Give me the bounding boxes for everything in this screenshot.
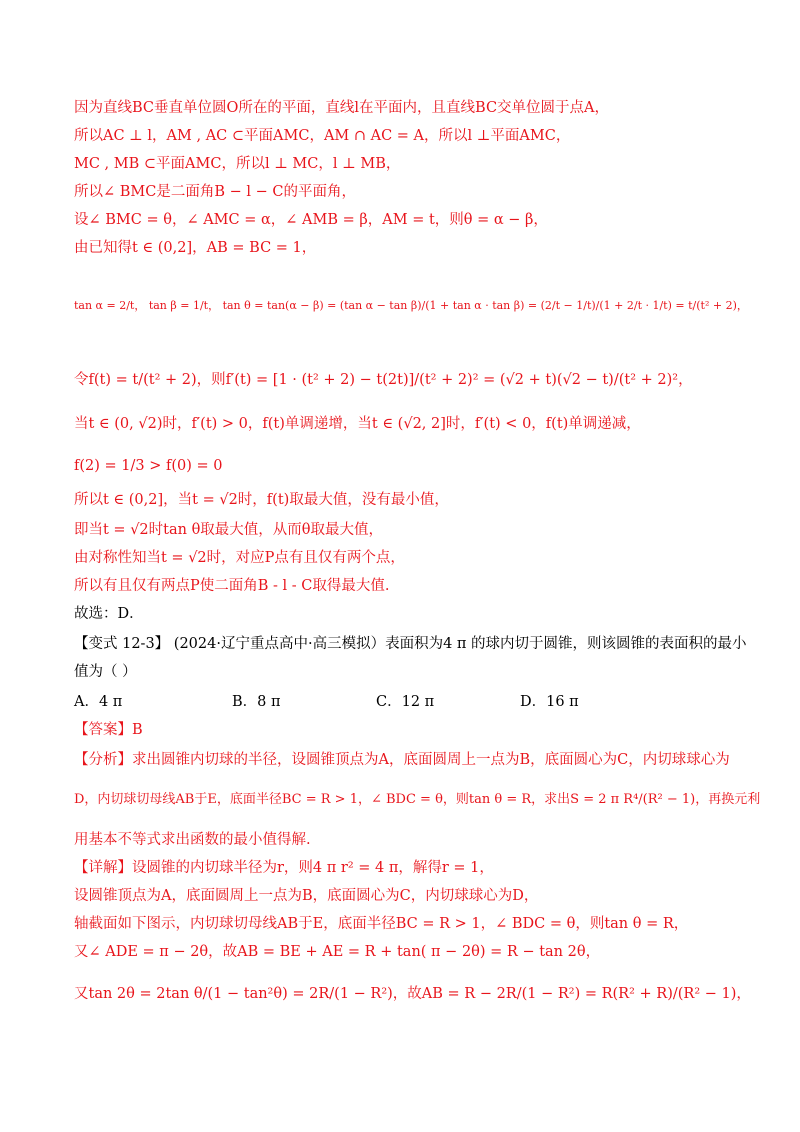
solution-formula-tan-theta: tan α = 2/t， tan β = 1/t， tan θ = tan(α − β) = (tan α − tan β)/(1 + tan α · tan β) = (2/t − 1/t)/(1 + 2/t · 1/t) = t/(t² + 2)， — [74, 299, 748, 312]
analysis-line-2: D，内切球切母线AB于E，底面半径BC = R > 1，∠ BDC = θ，则tan θ = R，求出S = 2 π R⁴/(R² − 1)，再换元利 — [74, 792, 761, 807]
option-b: B．8 π — [232, 694, 281, 710]
option-a: A．4 π — [74, 694, 123, 710]
solution-line-monotonic: 当t ∈ (0, √2)时，f′(t) > 0，f(t)单调递增，当t ∈ (√2, 2]时，f′(t) < 0，f(t)单调递减， — [74, 416, 641, 432]
detail-line-2: 设圆锥顶点为A，底面圆周上一点为B，底面圆心为C，内切球球心为D， — [74, 888, 539, 904]
solution-line-3: MC , MB ⊂平面AMC，所以l ⊥ MC，l ⊥ MB， — [74, 156, 401, 172]
option-d: D．16 π — [520, 694, 579, 710]
detail-line-1: 【详解】设圆锥的内切球半径为r，则4 π r² = 4 π，解得r = 1， — [74, 860, 494, 876]
solution-line-6: 由已知得t ∈ (0,2]，AB = BC = 1， — [74, 240, 317, 256]
analysis-line-1: 【分析】求出圆锥内切球的半径，设圆锥顶点为A，底面圆周上一点为B，底面圆心为C，内切球球心为 — [74, 752, 730, 768]
solution-line-1: 因为直线BC垂直单位圆O所在的平面，直线l在平面内，且直线BC交单位圆于点A， — [74, 100, 610, 116]
solution-line-4: 所以∠ BMC是二面角B − l − C的平面角， — [74, 184, 356, 200]
detail-line-3: 轴截面如下图示，内切球切母线AB于E，底面半径BC = R > 1，∠ BDC = θ，则tan θ = R， — [74, 916, 689, 932]
option-c: C．12 π — [376, 694, 435, 710]
solution-line-f2: f(2) = 1/3 > f(0) = 0 — [74, 458, 223, 474]
variant-question-line-2: 值为（ ） — [74, 664, 137, 680]
answer-label: 【答案】B — [74, 722, 143, 738]
solution-line-tan-max: 即当t = √2时tan θ取最大值，从而θ取最大值， — [74, 522, 384, 538]
answer-choice: 故选：D． — [74, 606, 144, 622]
solution-line-conclusion: 所以有且仅有两点P使二面角B - l - C取得最大值. — [74, 578, 390, 594]
solution-line-symmetry: 由对称性知当t = √2时，对应P点有且仅有两个点， — [74, 550, 405, 566]
solution-line-2: 所以AC ⊥ l，AM , AC ⊂平面AMC，AM ∩ AC = A，所以l ⊥平面AMC， — [74, 128, 571, 144]
detail-line-4: 又∠ ADE = π − 2θ，故AB = BE + AE = R + tan( π − 2θ) = R − tan 2θ， — [74, 944, 601, 960]
solution-line-5: 设∠ BMC = θ，∠ AMC = α，∠ AMB = β，AM = t，则θ = α − β， — [74, 212, 548, 228]
solution-formula-derivative: 令f(t) = t/(t² + 2)，则f′(t) = [1 · (t² + 2) − t(2t)]/(t² + 2)² = (√2 + t)(√2 − t)/(t² + 2)²， — [74, 372, 693, 388]
analysis-line-3: 用基本不等式求出函数的最小值得解. — [74, 832, 311, 848]
variant-question-line-1: 【变式 12-3】 (2024·辽宁重点高中·高三模拟）表面积为4 π 的球内切于圆锥，则该圆锥的表面积的最小 — [74, 636, 747, 652]
detail-line-5: 又tan 2θ = 2tan θ/(1 − tan²θ) = 2R/(1 − R²)，故AB = R − 2R/(1 − R²) = R(R² + R)/(R² − 1)， — [74, 986, 751, 1002]
solution-line-max: 所以t ∈ (0,2]，当t = √2时，f(t)取最大值，没有最小值， — [74, 492, 449, 508]
